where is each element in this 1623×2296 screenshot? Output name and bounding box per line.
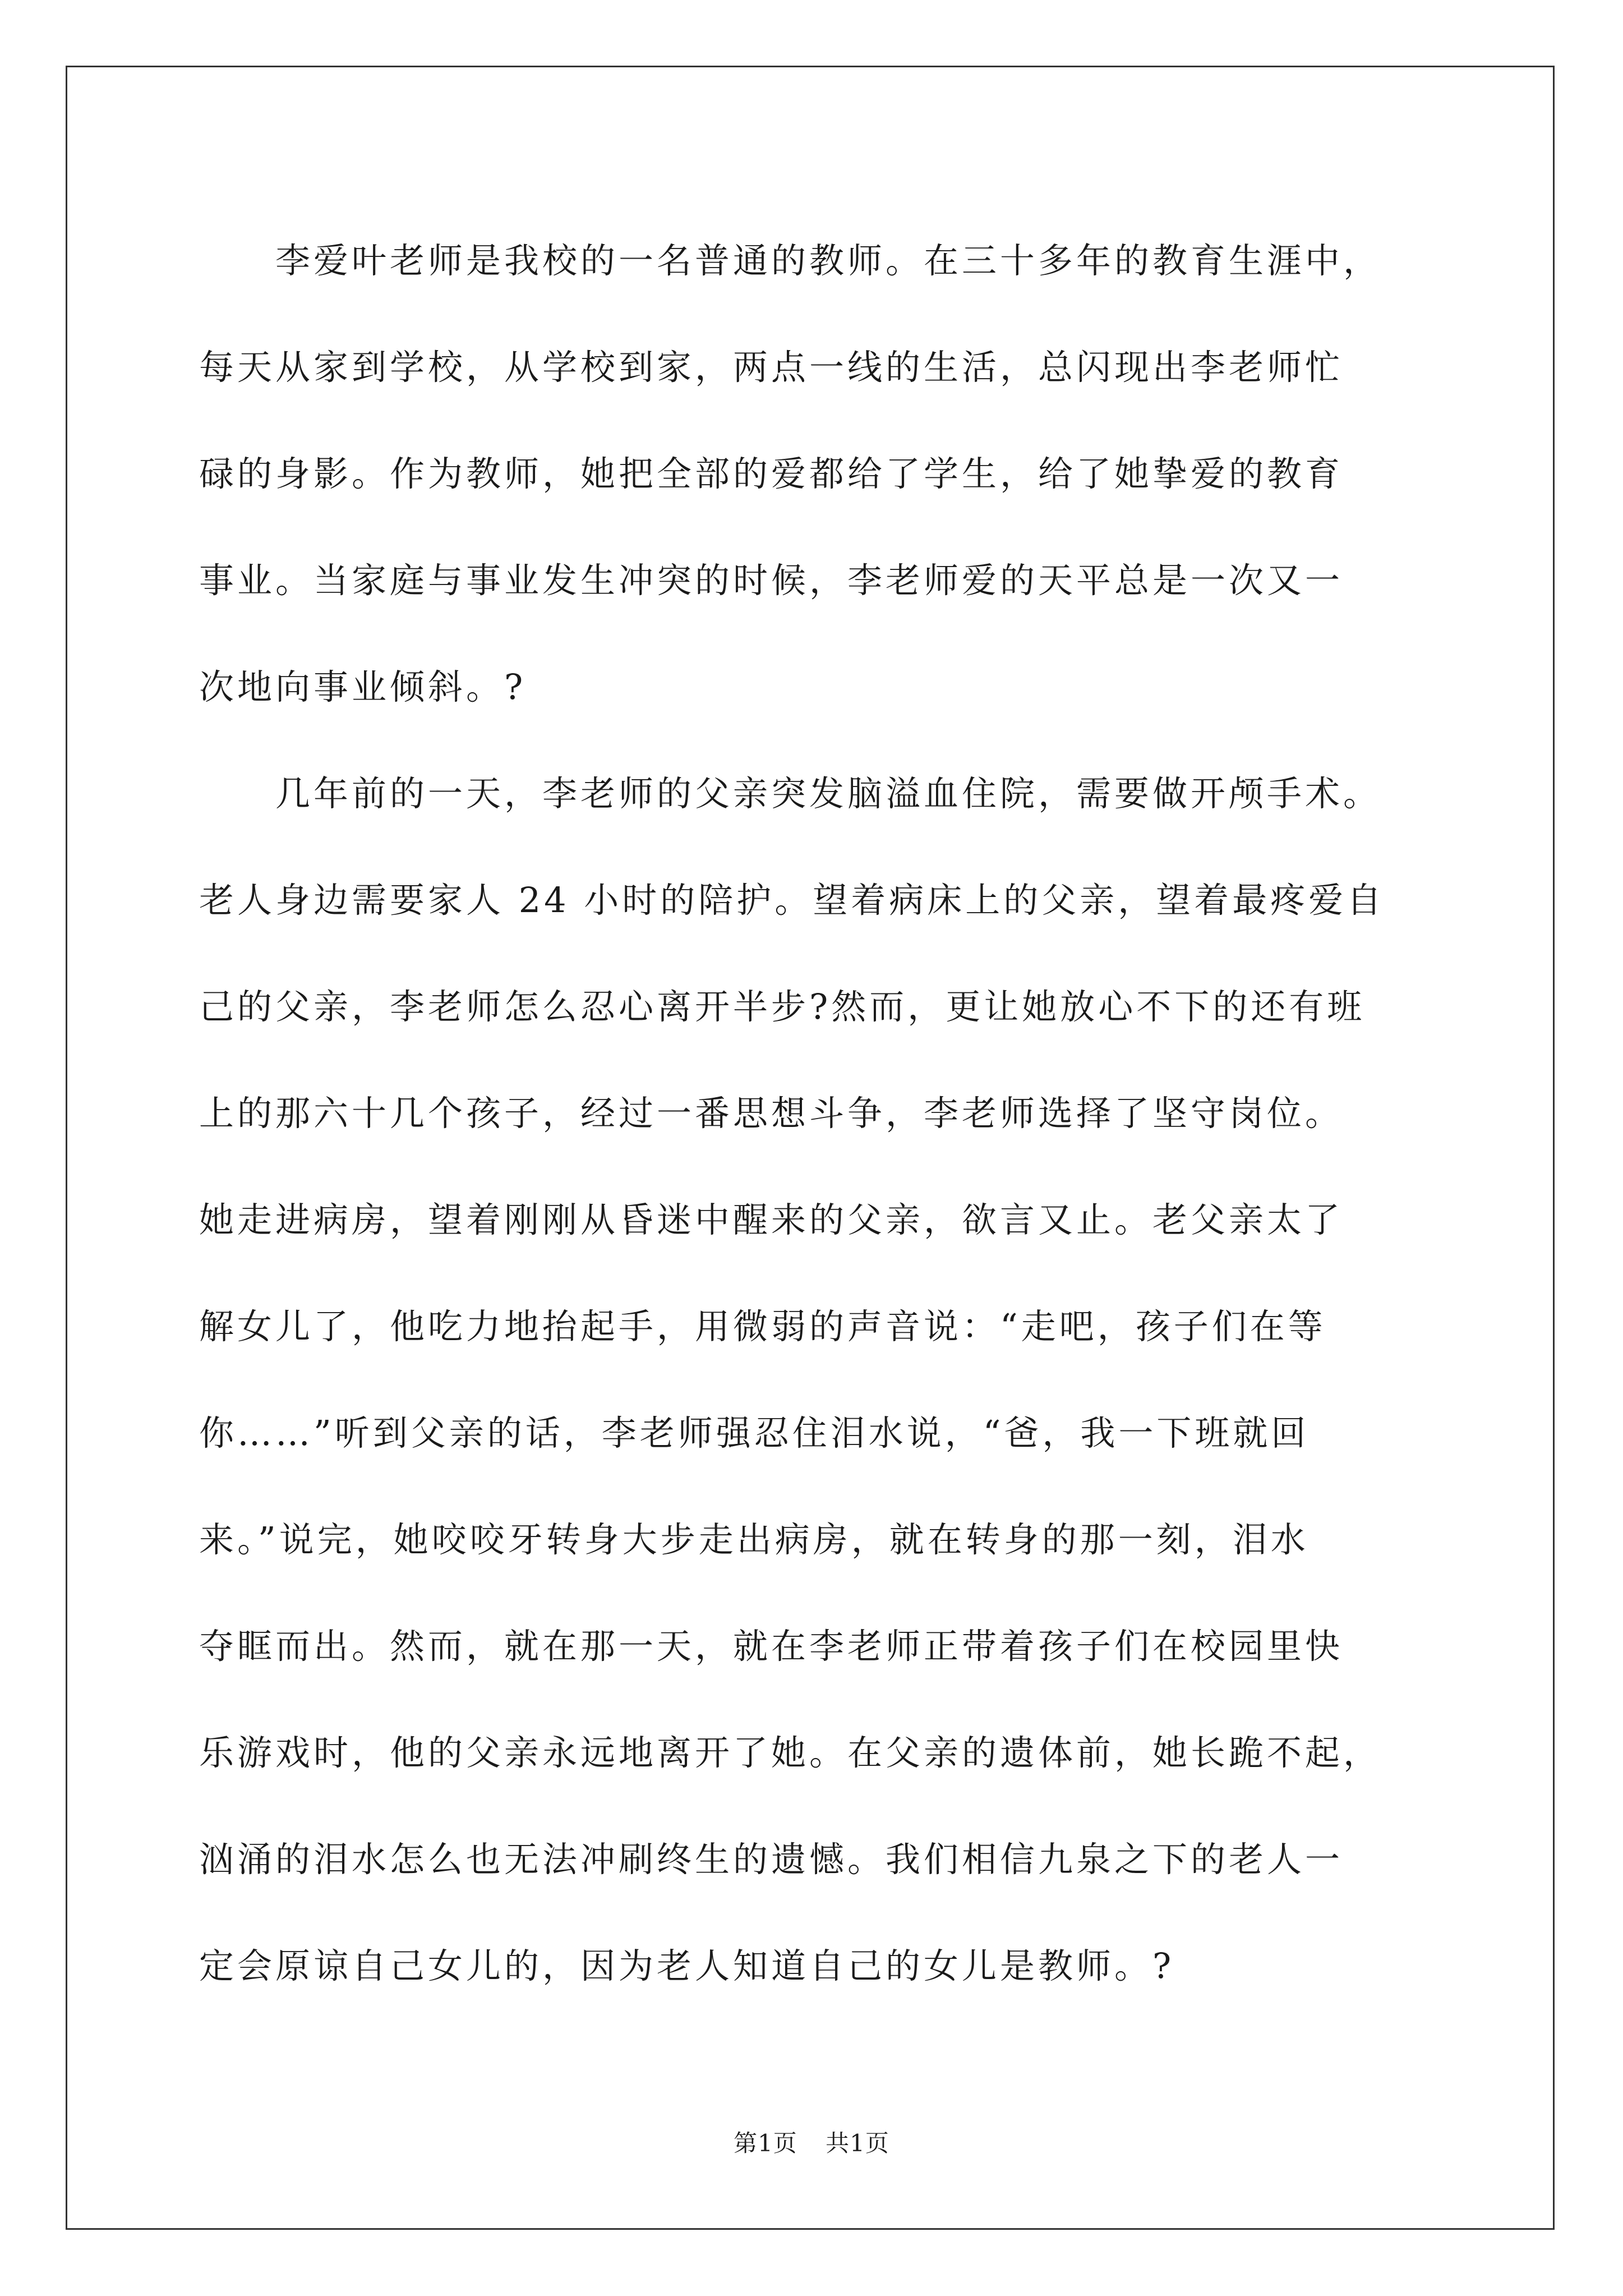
paragraph-1-line-1: 李爱叶老师是我校的一名普通的教师。在三十多年的教育生涯中， bbox=[199, 240, 1382, 281]
paragraph-2-line-6: 解女儿了，他吃力地抬起手，用微弱的声音说：“走吧，孩子们在等 bbox=[199, 1306, 1326, 1347]
paragraph-1-line-3: 碌的身影。作为教师，她把全部的爱都给了学生，给了她挚爱的教育 bbox=[199, 453, 1344, 494]
paragraph-2-line-5: 她走进病房，望着刚刚从昏迷中醒来的父亲，欲言又止。老父亲太了 bbox=[199, 1199, 1344, 1240]
paragraph-1-line-4: 事业。当家庭与事业发生冲突的时候，李老师爱的天平总是一次又一 bbox=[199, 560, 1344, 601]
document-body bbox=[199, 208, 1422, 2019]
paragraph-2-line-4: 上的那六十几个孩子，经过一番思想斗争，李老师选择了坚守岗位。 bbox=[199, 1093, 1344, 1134]
paragraph-2-line-3: 己的父亲，李老师怎么忍心离开半步?然而，更让她放心不下的还有班 bbox=[199, 986, 1366, 1027]
page-number-current: 第1页 bbox=[734, 2129, 797, 2157]
page-number-total: 共1页 bbox=[826, 2129, 889, 2157]
paragraph-2-line-10: 乐游戏时，他的父亲永远地离开了她。在父亲的遗体前，她长跪不起， bbox=[199, 1732, 1382, 1773]
paragraph-2-line-12: 定会原谅自己女儿的，因为老人知道自己的女儿是教师。? bbox=[199, 1945, 1175, 1986]
paragraph-2-line-1: 几年前的一天，李老师的父亲突发脑溢血住院，需要做开颅手术。 bbox=[199, 773, 1382, 814]
paragraph-2-line-9: 夺眶而出。然而，就在那一天，就在李老师正带着孩子们在校园里快 bbox=[199, 1626, 1344, 1667]
paragraph-1-line-2: 每天从家到学校，从学校到家，两点一线的生活，总闪现出李老师忙 bbox=[199, 347, 1344, 388]
page-footer bbox=[0, 2125, 1623, 2159]
paragraph-2-line-2: 老人身边需要家人 24 小时的陪护。望着病床上的父亲，望着最疼爱自 bbox=[199, 880, 1385, 921]
paragraph-2-line-11: 汹涌的泪水怎么也无法冲刷终生的遗憾。我们相信九泉之下的老人一 bbox=[199, 1839, 1344, 1880]
paragraph-2-line-8: 来。”说完，她咬咬牙转身大步走出病房，就在转身的那一刻，泪水 bbox=[199, 1519, 1309, 1560]
paragraph-2-line-7: 你……”听到父亲的话，李老师强忍住泪水说，“爸，我一下班就回 bbox=[199, 1412, 1310, 1453]
paragraph-1-line-5: 次地向事业倾斜。? bbox=[199, 666, 527, 707]
